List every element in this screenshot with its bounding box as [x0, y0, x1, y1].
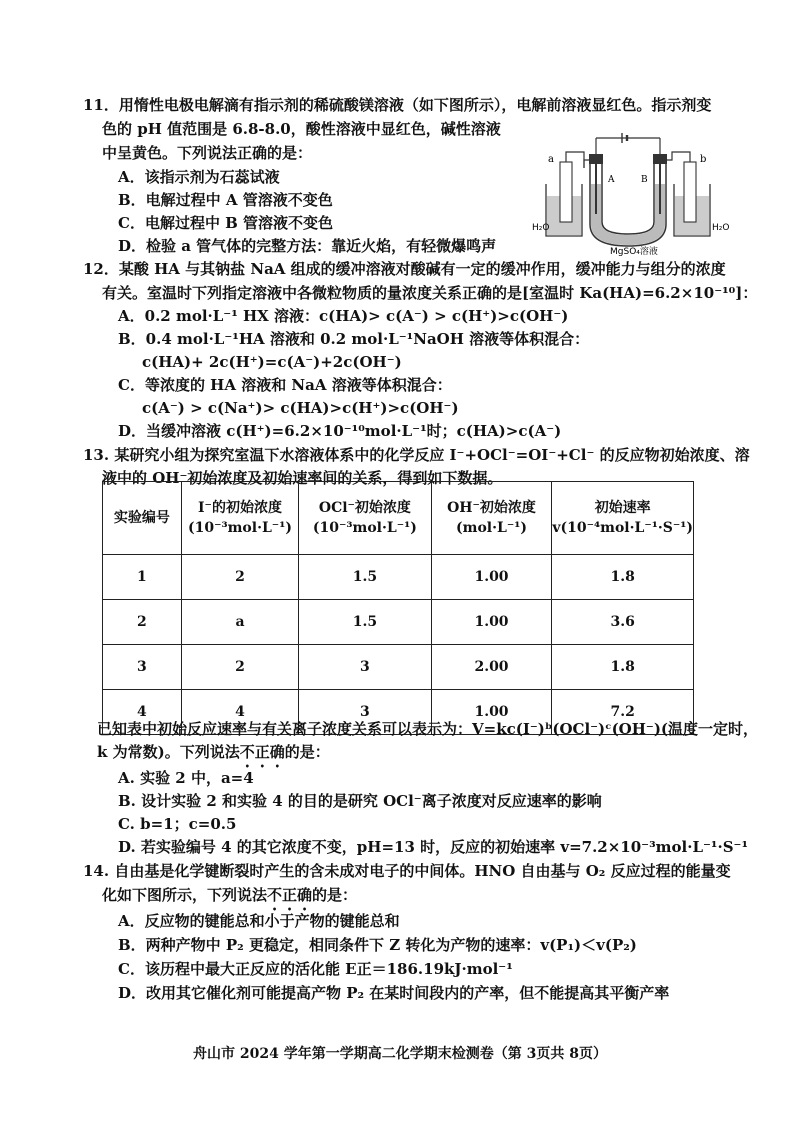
q14-option-d: D．改用其它催化剂可能提高产物 P₂ 在某时间段内的产率，但不能提高其平衡产率 — [118, 984, 670, 1002]
q13-rate-law: 已知表中初始反应速率与有关离子浓度关系可以表示为：V=kc(I⁻)ᵇ(OCl⁻)ᶜ(OH⁻)(温度一定时， — [97, 720, 759, 738]
table-cell: 2 — [181, 645, 298, 690]
figure-label-b: b — [700, 154, 707, 165]
table-cell: 3 — [103, 645, 182, 690]
q13-line1: 13. 某研究小组为探究室温下水溶液体系中的化学反应 I⁻+OCl⁻=OI⁻+Cl⁻ 的反应物初始浓度、溶 — [83, 446, 750, 464]
table-cell: 1 — [103, 555, 182, 600]
table-cell: 1.00 — [431, 690, 552, 735]
table-cell: 1.00 — [431, 600, 552, 645]
q13-data-table — [102, 481, 694, 735]
q14-line2: 化如下图所示，下列说法不正确的是： — [102, 886, 358, 904]
q12-option-b: B．0.4 mol·L⁻¹HA 溶液和 0.2 mol·L⁻¹NaOH 溶液等体积混合： — [118, 330, 590, 348]
q11-option-b: B．电解过程中 A 管溶液不变色 — [118, 191, 333, 209]
q13-option-d: D. 若实验编号 4 的其它浓度不变，pH=13 时，反应的初始速率 v=7.2×10⁻³mol·L⁻¹·S⁻¹ — [118, 838, 749, 856]
emphasis-not-correct: 不正确 — [267, 886, 313, 904]
q14-line1: 14. 自由基是化学键断裂时产生的含未成对电子的中间体。HNO 自由基与 O₂ 反应过程的能量变 — [83, 862, 731, 880]
table-cell: 1.8 — [552, 555, 694, 600]
q11-line1: 11．用惰性电极电解滴有指示剂的稀硫酸镁溶液（如下图所示），电解前溶液显红色。指示剂变 — [83, 96, 712, 114]
table-row — [103, 645, 694, 690]
figure-label-B: B — [641, 175, 648, 185]
q13-option-b: B. 设计实验 2 和实验 4 的目的是研究 OCl⁻离子浓度对反应速率的影响 — [118, 792, 602, 810]
table-cell: 1.5 — [299, 600, 431, 645]
table-header-row — [103, 482, 694, 555]
q13-option-c: C. b=1；c=0.5 — [118, 815, 237, 833]
table-cell: 3.6 — [552, 600, 694, 645]
figure-mgso4-label: MgSO₄溶液 — [610, 247, 658, 257]
q13-option-a: A. 实验 2 中，a=4 — [118, 769, 254, 787]
q12-option-c: C．等浓度的 HA 溶液和 NaA 溶液等体积混合： — [118, 376, 452, 394]
figure-label-A: A — [608, 175, 615, 185]
electrolysis-figure — [532, 124, 730, 257]
table-cell: 4 — [181, 690, 298, 735]
emphasis-not-correct: 不正确 — [239, 743, 285, 761]
table-header: OCl⁻初始浓度 (10⁻³mol·L⁻¹) — [299, 482, 431, 555]
table-cell: 1.00 — [431, 555, 552, 600]
table-cell: 1.5 — [299, 555, 431, 600]
q14-option-a: A．反应物的键能总和小于产物的键能总和 — [118, 912, 400, 930]
table-header: 初始速率 v(10⁻⁴mol·L⁻¹·S⁻¹) — [552, 482, 694, 555]
table-cell: 2.00 — [431, 645, 552, 690]
figure-h2o-left: H₂O — [532, 223, 550, 233]
table-cell: 2 — [181, 555, 298, 600]
q11-option-d: D．检验 a 管气体的完整方法：靠近火焰，有轻微爆鸣声 — [118, 237, 497, 255]
q12-option-d: D．当缓冲溶液 c(H⁺)=6.2×10⁻¹⁰mol·L⁻¹时；c(HA)>c(A⁻) — [118, 422, 562, 440]
q14-option-b: B．两种产物中 P₂ 更稳定，相同条件下 Z 转化为产物的速率：v(P₁)＜v(P₂) — [118, 936, 637, 954]
figure-h2o-right: H₂O — [712, 223, 730, 233]
q12-line2: 有关。室温时下列指定溶液中各微粒物质的量浓度关系正确的是[室温时 Ka(HA)=6.2×10⁻¹⁰]： — [102, 284, 758, 302]
q11-option-c: C．电解过程中 B 管溶液不变色 — [118, 214, 334, 232]
table-cell: 2 — [103, 600, 182, 645]
table-cell: a — [181, 600, 298, 645]
q12-line1: 12．某酸 HA 与其钠盐 NaA 组成的缓冲溶液对酸碱有一定的缓冲作用，缓冲能力与组分的浓度 — [83, 260, 726, 278]
table-cell: 4 — [103, 690, 182, 735]
table-cell: 3 — [299, 690, 431, 735]
q12-option-a: A．0.2 mol·L⁻¹ HX 溶液：c(HA)> c(A⁻) > c(H⁺)>c(OH⁻) — [118, 307, 569, 325]
q12-option-b-eq: c(HA)+ 2c(H⁺)=c(A⁻)+2c(OH⁻) — [142, 353, 402, 371]
table-header: 实验编号 — [103, 482, 182, 555]
q11-line3: 中呈黄色。下列说法正确的是： — [102, 144, 313, 162]
table-cell: 7.2 — [552, 690, 694, 735]
table-cell: 3 — [299, 645, 431, 690]
table-row — [103, 555, 694, 600]
q13-question: k 为常数)。下列说法不正确的是： — [97, 743, 330, 761]
q11-line2: 色的 pH 值范围是 6.8-8.0，酸性溶液中显红色，碱性溶液 — [102, 120, 501, 138]
q14-option-c: C．该历程中最大正反应的活化能 E正＝186.19kJ·mol⁻¹ — [118, 960, 513, 978]
q12-option-c-eq: c(A⁻) > c(Na⁺)> c(HA)>c(H⁺)>c(OH⁻) — [142, 399, 459, 417]
q13-line2: 液中的 OH⁻初始浓度及初始速率间的关系，得到如下数据。 — [102, 469, 503, 487]
table-header: OH⁻初始浓度 (mol·L⁻¹) — [431, 482, 552, 555]
table-row — [103, 600, 694, 645]
page-footer: 舟山市 2024 学年第一学期高二化学期末检测卷（第 3页共 8页） — [193, 1046, 607, 1062]
table-header: I⁻的初始浓度 (10⁻³mol·L⁻¹) — [181, 482, 298, 555]
q11-option-a: A．该指示剂为石蕊试液 — [118, 168, 280, 186]
figure-label-a: a — [548, 154, 554, 165]
table-cell: 1.8 — [552, 645, 694, 690]
